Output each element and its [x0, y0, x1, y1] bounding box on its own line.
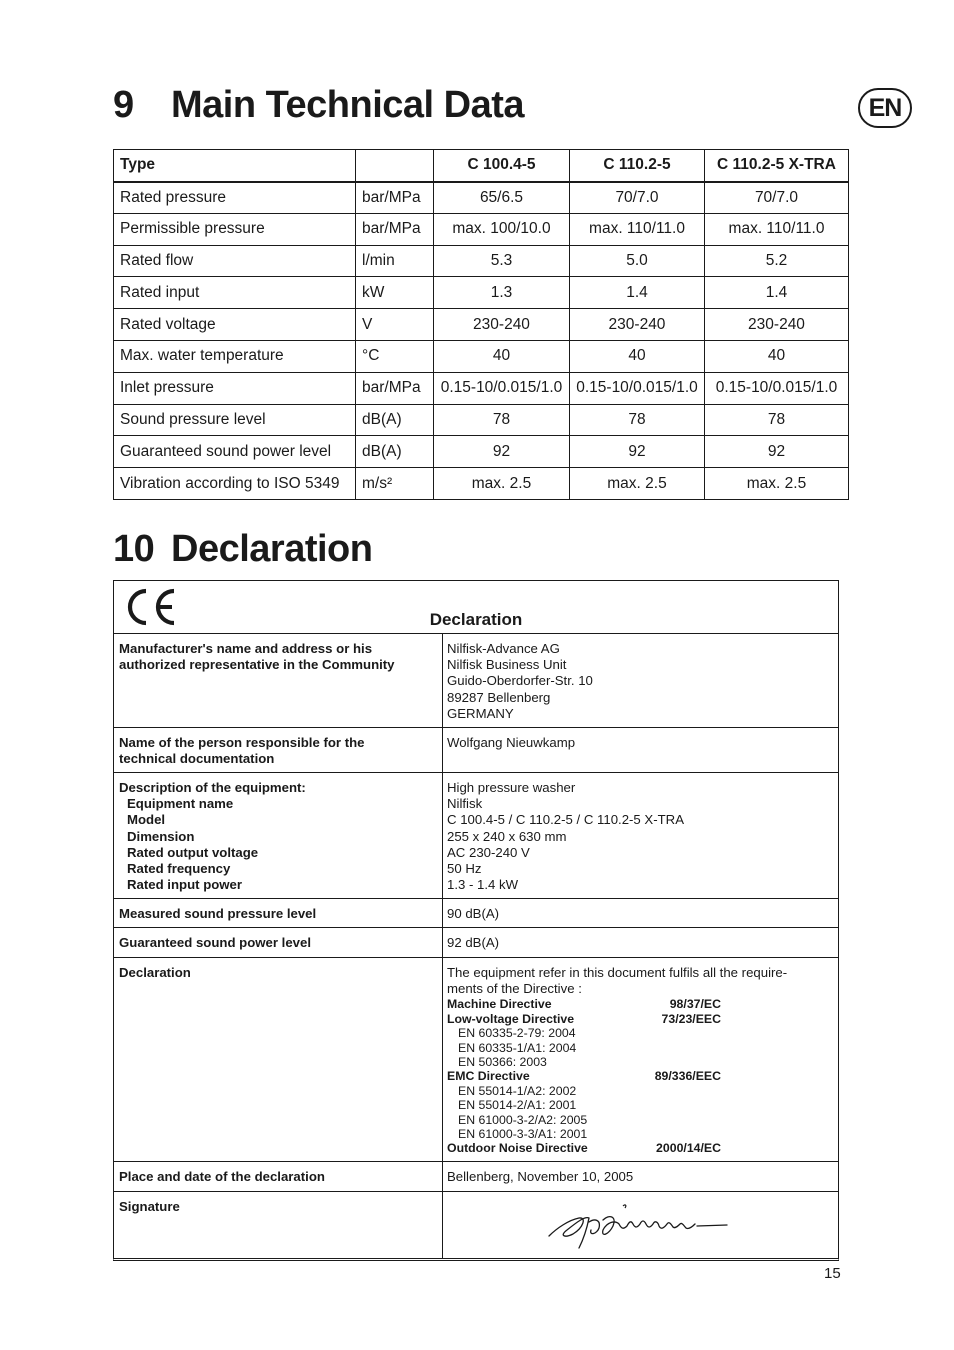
cell-parameter: Rated flow — [114, 245, 356, 277]
value-line: 89287 Bellenberg — [447, 689, 551, 705]
cell-value: max. 2.5 — [570, 468, 705, 500]
cell-value: 1.3 — [434, 277, 570, 309]
declaration-row-signature — [114, 1192, 838, 1259]
standard: EN 60335-1/A1: 2004 — [458, 1040, 577, 1055]
cell-value: 230-240 — [434, 309, 570, 341]
table-row — [114, 309, 849, 341]
cell-value: max. 110/11.0 — [570, 213, 705, 245]
row-value — [443, 958, 838, 1161]
cell-unit: l/min — [356, 245, 434, 277]
page-number: 15 — [824, 1265, 841, 1282]
table-row — [114, 277, 849, 309]
declaration-row-equipment — [114, 773, 838, 899]
row-label: Measured sound pressure level — [114, 899, 443, 927]
sublabel: Equipment name — [127, 796, 234, 812]
row-value — [443, 634, 838, 727]
directive-name: EMC Directive — [447, 1069, 530, 1084]
cell-unit: dB(A) — [356, 436, 434, 468]
cell-unit: bar/MPa — [356, 372, 434, 404]
table-row — [114, 340, 849, 372]
sublabel: Rated output voltage — [127, 844, 259, 860]
directive-name: Outdoor Noise Directive — [447, 1141, 588, 1156]
directive-code: 98/37/EC — [669, 997, 721, 1012]
cell-unit: bar/MPa — [356, 182, 434, 214]
handwritten-signature — [543, 1198, 733, 1254]
cell-value: 1.4 — [570, 277, 705, 309]
label-line: Description of the equipment: — [119, 780, 306, 795]
declaration-row-manufacturer — [114, 634, 838, 728]
declaration-row-place-date — [114, 1162, 838, 1192]
header-model: C 100.4-5 — [434, 150, 570, 182]
cell-value: 40 — [434, 340, 570, 372]
declaration-row-sound-power — [114, 928, 838, 958]
value-line: High pressure washer — [447, 780, 576, 795]
cell-unit: kW — [356, 277, 434, 309]
standard: EN 50366: 2003 — [458, 1055, 547, 1070]
cell-unit: bar/MPa — [356, 213, 434, 245]
table-row — [114, 404, 849, 436]
row-value — [443, 773, 838, 898]
declaration-box — [113, 580, 839, 1261]
cell-value: 5.3 — [434, 245, 570, 277]
declaration-title: Declaration — [429, 610, 523, 629]
directive-code: 73/23/EEC — [661, 1011, 721, 1026]
header-model: C 110.2-5 X-TRA — [705, 150, 849, 182]
label-line: Manufacturer's name and address or his — [119, 641, 373, 656]
row-label: Guaranteed sound power level — [114, 928, 443, 957]
value-line: 255 x 240 x 630 mm — [447, 828, 567, 844]
standard: EN 60335-2-79: 2004 — [458, 1026, 576, 1041]
table-header-row — [114, 150, 849, 182]
value-line: C 100.4-5 / C 110.2-5 / C 110.2-5 X-TRA — [447, 812, 684, 828]
cell-value: 0.15-10/0.015/1.0 — [434, 372, 570, 404]
sublabel: Rated frequency — [127, 861, 231, 877]
directive-code: 2000/14/EC — [656, 1141, 721, 1156]
row-value: 90 dB(A) — [447, 906, 500, 921]
declaration-row-directives — [114, 958, 838, 1162]
cell-unit: °C — [356, 340, 434, 372]
label-line: authorized representative in the Community — [119, 657, 395, 673]
cell-value: 1.4 — [705, 277, 849, 309]
value-line: GERMANY — [447, 705, 514, 721]
row-label: Declaration — [114, 958, 443, 1161]
cell-value: 78 — [570, 404, 705, 436]
directive-name: Machine Directive — [447, 997, 552, 1012]
cell-value: 0.15-10/0.015/1.0 — [705, 372, 849, 404]
row-label: Place and date of the declaration — [114, 1162, 443, 1191]
row-label: Signature — [114, 1192, 443, 1259]
row-value: Bellenberg, November 10, 2005 — [447, 1169, 634, 1184]
cell-parameter: Guaranteed sound power level — [114, 436, 356, 468]
label-line: Name of the person responsible for the — [119, 735, 365, 750]
table-row — [114, 182, 849, 214]
header-type: Type — [114, 150, 356, 182]
table-row — [114, 245, 849, 277]
cell-value: 5.2 — [705, 245, 849, 277]
cell-value: max. 2.5 — [705, 468, 849, 500]
directive-emc — [447, 1069, 721, 1083]
cell-parameter: Inlet pressure — [114, 372, 356, 404]
row-value: 92 dB(A) — [447, 935, 500, 950]
cell-value: 230-240 — [705, 309, 849, 341]
row-label — [114, 728, 443, 772]
sublabel: Rated input power — [127, 877, 243, 893]
value-line: Nilfisk — [447, 796, 483, 812]
cell-value: 65/6.5 — [434, 182, 570, 214]
table-row — [114, 213, 849, 245]
table-row — [114, 468, 849, 500]
sublabel: Dimension — [127, 828, 195, 844]
declaration-header — [114, 581, 838, 634]
standard: EN 55014-1/A2: 2002 — [458, 1083, 577, 1098]
table-row — [114, 372, 849, 404]
cell-value: max. 110/11.0 — [705, 213, 849, 245]
section-number: 9 — [113, 84, 134, 126]
row-value — [443, 1192, 838, 1259]
directive-code: 89/336/EEC — [654, 1069, 721, 1084]
sublabel: Model — [127, 812, 166, 828]
cell-value: 0.15-10/0.015/1.0 — [570, 372, 705, 404]
standard: EN 55014-2/A1: 2001 — [458, 1098, 577, 1113]
section-number: 10 — [113, 528, 155, 570]
cell-value: 230-240 — [570, 309, 705, 341]
intro-line: The equipment refer in this document fulfils all the require- — [447, 965, 788, 980]
cell-unit: dB(A) — [356, 404, 434, 436]
cell-value: max. 2.5 — [434, 468, 570, 500]
value-line: Guido-Oberdorfer-Str. 10 — [447, 673, 593, 689]
standard: EN 61000-3-3/A1: 2001 — [458, 1127, 588, 1142]
cell-parameter: Sound pressure level — [114, 404, 356, 436]
section-title: Main Technical Data — [171, 84, 525, 126]
cell-value: max. 100/10.0 — [434, 213, 570, 245]
intro-line: ments of the Directive : — [447, 981, 582, 997]
technical-data-table — [113, 149, 849, 500]
declaration-row-sound-pressure — [114, 899, 838, 928]
directive-name: Low-voltage Directive — [447, 1011, 575, 1026]
label-line: technical documentation — [119, 751, 275, 767]
cell-unit: m/s² — [356, 468, 434, 500]
directive-machine — [447, 997, 721, 1011]
cell-parameter: Rated input — [114, 277, 356, 309]
value-line: Nilfisk-Advance AG — [447, 641, 560, 656]
cell-value: 78 — [705, 404, 849, 436]
directive-outdoor-noise — [447, 1141, 721, 1155]
header-unit — [356, 150, 434, 182]
cell-parameter: Vibration according to ISO 5349 — [114, 468, 356, 500]
cell-parameter: Rated voltage — [114, 309, 356, 341]
row-label — [114, 773, 443, 898]
cell-value: 70/7.0 — [570, 182, 705, 214]
cell-value: 92 — [570, 436, 705, 468]
language-badge: EN — [858, 88, 912, 128]
row-label — [114, 634, 443, 727]
header-model: C 110.2-5 — [570, 150, 705, 182]
standard: EN 61000-3-2/A2: 2005 — [458, 1112, 588, 1127]
value-line: 1.3 - 1.4 kW — [447, 877, 519, 893]
cell-value: 5.0 — [570, 245, 705, 277]
cell-parameter: Rated pressure — [114, 182, 356, 214]
value-line: 50 Hz — [447, 861, 482, 877]
cell-value: 40 — [705, 340, 849, 372]
declaration-row-responsible — [114, 728, 838, 773]
cell-value: 92 — [705, 436, 849, 468]
value-line: AC 230-240 V — [447, 844, 530, 860]
directive-low-voltage — [447, 1012, 721, 1026]
section-title: Declaration — [171, 528, 373, 570]
section-9-heading — [113, 84, 524, 127]
row-value: Wolfgang Nieuwkamp — [447, 735, 576, 750]
cell-value: 40 — [570, 340, 705, 372]
cell-value: 92 — [434, 436, 570, 468]
cell-value: 78 — [434, 404, 570, 436]
cell-unit: V — [356, 309, 434, 341]
section-10-heading — [113, 528, 372, 571]
table-row — [114, 436, 849, 468]
value-line: Nilfisk Business Unit — [447, 657, 567, 673]
cell-parameter: Max. water temperature — [114, 340, 356, 372]
cell-value: 70/7.0 — [705, 182, 849, 214]
cell-parameter: Permissible pressure — [114, 213, 356, 245]
